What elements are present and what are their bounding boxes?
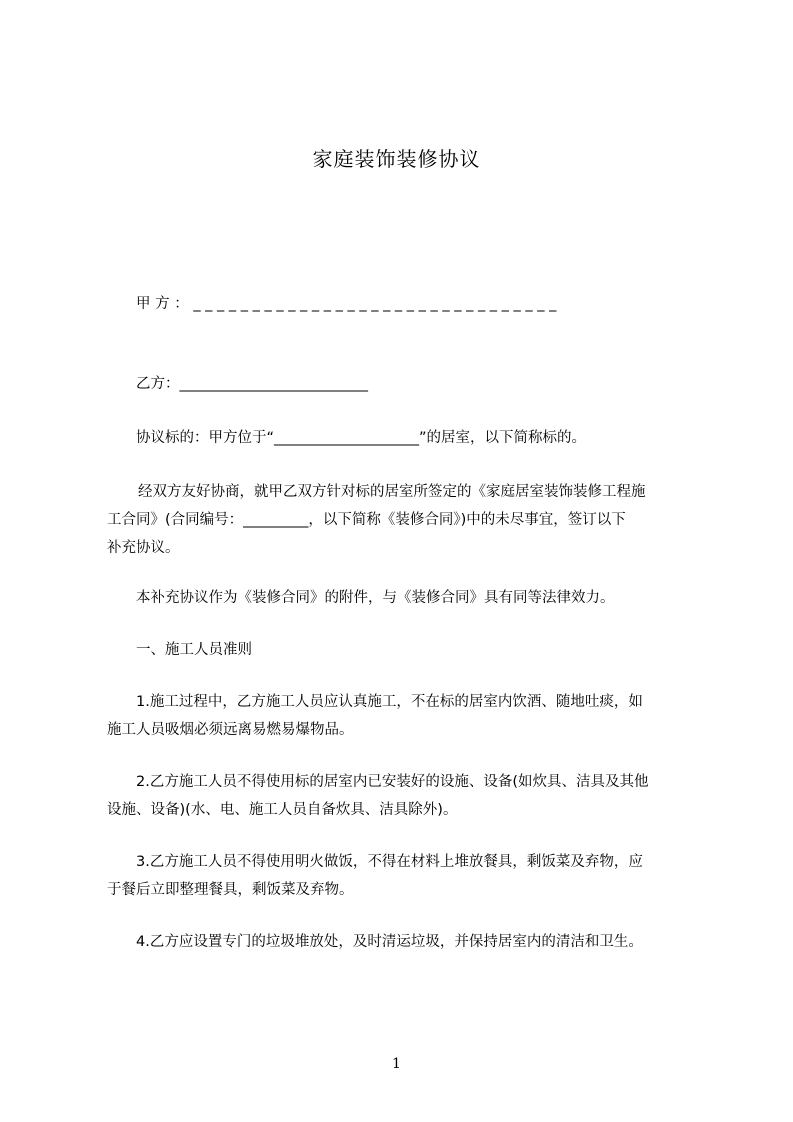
item-2-line-1: 2.乙方施工人员不得使用标的居室内已安装好的设施、设备(如炊具、洁具及其他 (136, 774, 649, 790)
intro-line-2: 工合同》(合同编号：_________，以下简称《装修合同》)中的未尽事宜，签订以下 (107, 512, 626, 528)
item-1-line-2: 施工人员吸烟必须远离易燃易爆物品。 (107, 722, 354, 738)
intro-line-3: 补充协议。 (107, 540, 180, 556)
section-1-heading: 一、施工人员准则 (136, 642, 252, 658)
party-b-line: 乙方：__________________________ (136, 376, 368, 392)
item-4-line: 4.乙方应设置专门的垃圾堆放处，及时清运垃圾，并保持居室内的清洁和卫生。 (136, 934, 643, 950)
intro-line-1: 经双方友好协商，就甲乙双方针对标的居室所签定的《家庭居室装饰装修工程施 (138, 484, 646, 500)
party-a-line: 甲 方 ： _ _ _ _ _ _ _ _ _ _ _ _ _ _ _ _ _ _ _ _ _ _ _ _ _ _ _ _ _ _ _ (136, 296, 557, 312)
item-1-line-1: 1.施工过程中，乙方施工人员应认真施工，不在标的居室内饮酒、随地吐痰，如 (136, 694, 643, 710)
item-3-line-2: 于餐后立即整理餐具，剩饭菜及弃物。 (107, 882, 354, 898)
document-title: 家庭装饰装修协议 (312, 147, 481, 171)
item-3-line-1: 3.乙方施工人员不得使用明火做饭，不得在材料上堆放餐具，剩饭菜及弃物，应 (136, 854, 643, 870)
page-number: 1 (392, 1056, 401, 1072)
subject-line: 协议标的：甲方位于“____________________”的居室，以下简称标的。 (136, 430, 587, 446)
item-2-line-2: 设施、设备)(水、电、施工人员自备炊具、洁具除外)。 (107, 802, 458, 818)
attachment-paragraph: 本补充协议作为《装修合同》的附件，与《装修合同》具有同等法律效力。 (136, 590, 615, 606)
